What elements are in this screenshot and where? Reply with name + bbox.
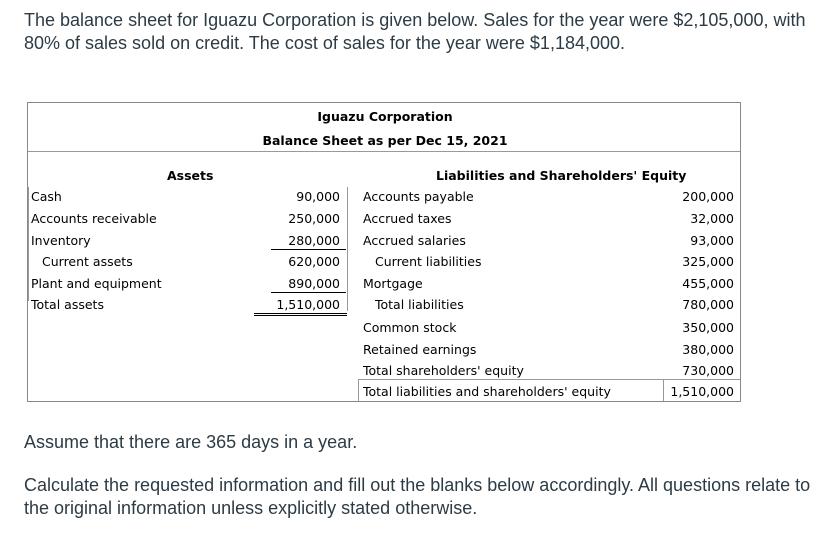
liab-label-salaries: Accrued salaries (363, 233, 466, 248)
asset-value-plant: 890,000 (288, 276, 340, 291)
asset-label-plant: Plant and equipment (31, 276, 162, 291)
grand-total-left-line (358, 379, 359, 401)
liab-label-total: Total liabilities (375, 297, 464, 312)
equity-label-common: Common stock (363, 320, 457, 335)
grand-total-label: Total liabilities and shareholders' equity (363, 384, 611, 399)
asset-value-total: 1,510,000 (276, 297, 340, 312)
liab-value-taxes: 32,000 (690, 211, 734, 226)
instructions-text: Calculate the requested information and fill out the blanks below accordingly. All questions relate to the original information unless explicitly stated otherwise. (24, 475, 811, 518)
company-name: Iguazu Corporation (317, 109, 453, 124)
liab-value-mortgage: 455,000 (682, 276, 734, 291)
liab-value-total: 780,000 (682, 297, 734, 312)
liab-label-mortgage: Mortgage (363, 276, 423, 291)
asset-label-current: Current assets (42, 254, 133, 269)
total-liab-equity-row-top (358, 379, 740, 380)
liab-label-current: Current liabilities (375, 254, 482, 269)
liab-value-ap: 200,000 (682, 189, 734, 204)
equity-label-total: Total shareholders' equity (363, 363, 524, 378)
liab-value-salaries: 93,000 (690, 233, 734, 248)
balance-sheet-table (27, 102, 741, 402)
asset-value-cash: 90,000 (296, 189, 340, 204)
left-column-line (28, 187, 29, 301)
assumption-text: Assume that there are 365 days in a year. (24, 432, 358, 452)
asset-value-inventory: 280,000 (288, 233, 340, 248)
asset-value-current: 620,000 (288, 254, 340, 269)
liabilities-header: Liabilities and Shareholders' Equity (436, 168, 687, 183)
liab-label-taxes: Accrued taxes (363, 211, 452, 226)
liab-value-current: 325,000 (682, 254, 734, 269)
grand-total-value: 1,510,000 (670, 384, 734, 399)
equity-label-retained: Retained earnings (363, 342, 477, 357)
balance-sheet-subtitle: Balance Sheet as per Dec 15, 2021 (262, 133, 508, 148)
total-assets-double-underline-1 (254, 313, 347, 314)
asset-value-ar: 250,000 (288, 211, 340, 226)
assets-header: Assets (167, 168, 214, 183)
asset-label-total: Total assets (31, 297, 104, 312)
total-assets-double-underline-2 (254, 315, 347, 316)
asset-label-ar: Accounts receivable (31, 211, 157, 226)
equity-value-common: 350,000 (682, 320, 734, 335)
asset-label-inventory: Inventory (31, 233, 91, 248)
grand-total-mid-line (663, 379, 664, 401)
equity-value-total: 730,000 (682, 363, 734, 378)
inventory-underline (271, 249, 346, 250)
liab-label-ap: Accounts payable (363, 189, 474, 204)
equity-value-retained: 380,000 (682, 342, 734, 357)
asset-label-cash: Cash (31, 189, 62, 204)
header-divider (28, 151, 740, 152)
assets-divider-line (347, 187, 348, 311)
plant-underline (271, 292, 346, 293)
intro-text: The balance sheet for Iguazu Corporation is given below. Sales for the year were $2,105,000, with 80% of sales sold on credit. The cost of sales for the year were $1,184,000. (24, 10, 806, 53)
